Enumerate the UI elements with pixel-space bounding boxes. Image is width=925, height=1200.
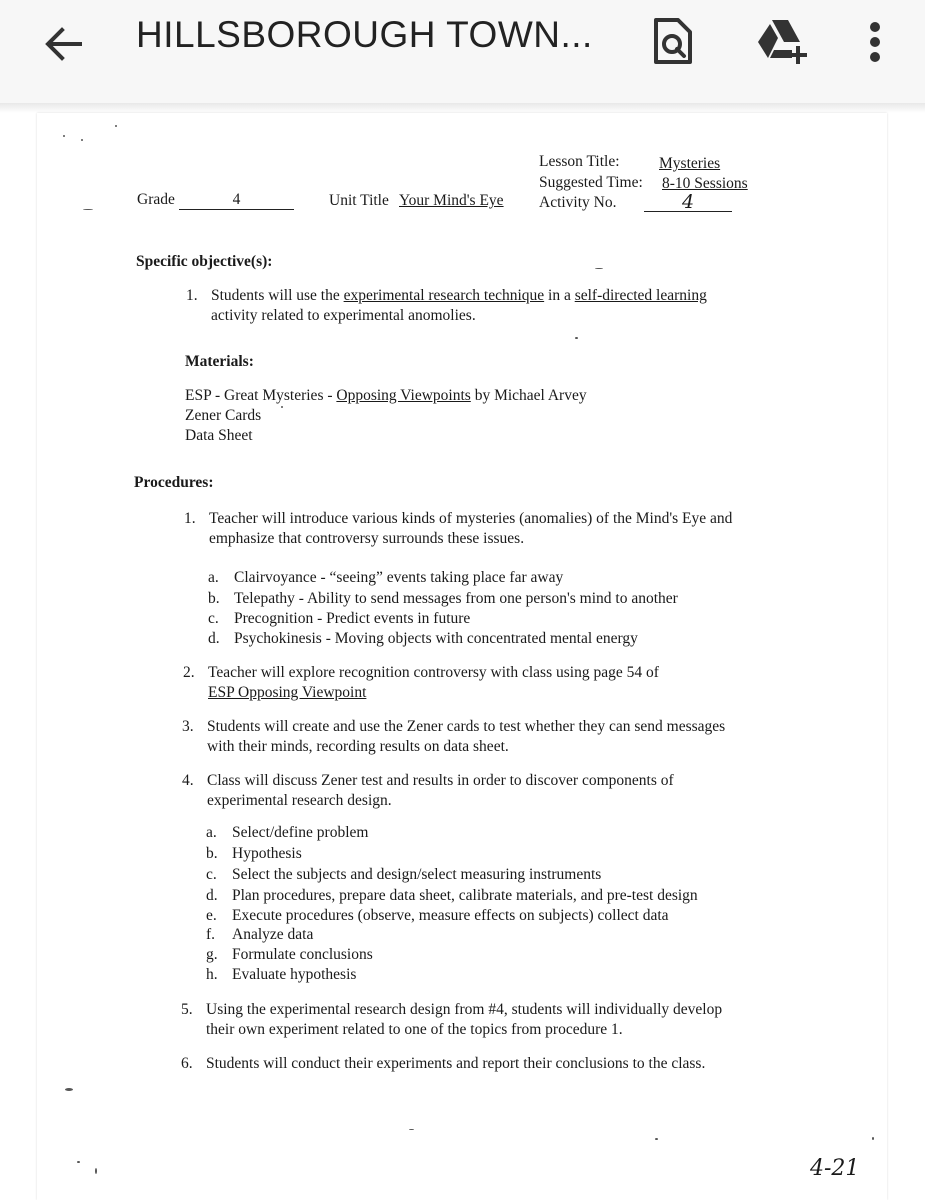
material-book-title: Opposing Viewpoints	[336, 387, 471, 404]
procedure-4-line1: Class will discuss Zener test and results in order to discover components of	[207, 772, 674, 789]
procedure-1-sub-item: Clairvoyance - “seeing” events taking place far away	[234, 569, 564, 586]
procedure-4-sub-item: Execute procedures (observe, measure effects on subjects) collect data	[232, 907, 669, 924]
procedure-6-num: 6.	[181, 1055, 193, 1072]
suggested-time-label: Suggested Time:	[539, 174, 643, 191]
objective-1-line1	[211, 287, 707, 305]
objective-1-underlined-term: experimental research technique	[343, 287, 545, 304]
more-options-button[interactable]	[862, 20, 888, 64]
procedure-4-line2: experimental research design.	[207, 792, 392, 809]
procedure-2-line2: ESP Opposing Viewpoint	[208, 684, 367, 701]
procedure-4-sub-item: Plan procedures, prepare data sheet, calibrate materials, and pre-test design	[232, 887, 698, 904]
document-title: HILLSBOROUGH TOWN...	[136, 14, 593, 55]
procedure-1-sub-item: Telepathy - Ability to send messages from one person's mind to another	[234, 590, 678, 607]
procedure-4-sub-item: Select/define problem	[232, 824, 369, 841]
material-text: by Michael Arvey	[470, 387, 587, 404]
procedure-4-sub-letter: d.	[206, 887, 218, 904]
scan-speck	[65, 1088, 73, 1091]
scan-speck	[95, 1168, 97, 1174]
objective-1-line2: activity related to experimental anomolies.	[211, 307, 476, 324]
procedure-1-sub-letter: b.	[208, 590, 220, 607]
scan-speck	[63, 135, 65, 137]
material-item: Zener Cards	[185, 407, 262, 424]
activity-field	[644, 193, 732, 213]
app-bar-shadow	[0, 103, 925, 113]
lesson-title-label: Lesson Title:	[539, 153, 620, 170]
scan-speck	[655, 1138, 658, 1140]
grade-label: Grade	[137, 191, 175, 208]
procedure-4-sub-item: Analyze data	[232, 926, 314, 943]
objective-1-num: 1.	[186, 287, 198, 304]
scan-speck	[872, 1137, 874, 1140]
lesson-title-value: Mysteries	[659, 155, 721, 172]
procedure-4-num: 4.	[182, 772, 194, 789]
page-number: 4-21	[810, 1156, 860, 1181]
procedure-1-num: 1.	[184, 510, 196, 527]
unit-title-value: Your Mind's Eye	[399, 192, 504, 209]
procedure-1-sub-item: Psychokinesis - Moving objects with concentrated mental energy	[234, 630, 638, 647]
grade-value: 4	[179, 191, 294, 210]
procedures-heading: Procedures:	[134, 474, 214, 491]
procedure-1-line2: emphasize that controversy surrounds these issues.	[209, 530, 525, 547]
back-button[interactable]	[40, 20, 88, 68]
procedure-6-line1: Students will conduct their experiments and report their conclusions to the class.	[206, 1055, 706, 1072]
add-to-drive-icon	[756, 18, 808, 66]
unit-title-label: Unit Title	[329, 192, 389, 209]
procedure-3-line2: with their minds, recording results on data sheet.	[207, 738, 509, 755]
procedure-1-sub-letter: c.	[208, 610, 219, 627]
activity-label: Activity No.	[539, 194, 617, 211]
scan-speck	[281, 406, 283, 408]
procedure-5-line2: their own experiment related to one of the topics from procedure 1.	[206, 1021, 623, 1038]
activity-value: 4	[644, 193, 732, 212]
grade-field	[179, 191, 294, 210]
scan-speck	[575, 337, 578, 339]
procedure-4-sub-letter: h.	[206, 966, 218, 983]
objective-1-text: in a	[544, 287, 575, 304]
materials-heading: Materials:	[185, 353, 254, 370]
procedure-2-num: 2.	[183, 664, 195, 681]
procedure-4-sub-item: Select the subjects and design/select measuring instruments	[232, 866, 602, 883]
scan-speck	[595, 268, 603, 269]
objective-1-underlined-term: self-directed learning	[574, 287, 707, 304]
procedure-1-sub-item: Precognition - Predict events in future	[234, 610, 471, 627]
add-to-drive-button[interactable]	[756, 18, 808, 66]
procedure-4-sub-letter: b.	[206, 845, 218, 862]
app-bar	[0, 0, 925, 104]
arrow-left-icon	[40, 20, 88, 68]
more-vert-icon	[862, 20, 888, 64]
procedure-1-line1: Teacher will introduce various kinds of mysteries (anomalies) of the Mind's Eye and	[209, 510, 733, 527]
procedure-4-sub-letter: e.	[206, 907, 217, 924]
procedure-4-sub-letter: c.	[206, 866, 217, 883]
scan-speck	[409, 1129, 414, 1130]
search-document-button[interactable]	[650, 16, 696, 66]
procedure-4-sub-letter: f.	[206, 926, 216, 943]
objective-1-text: Students will use the	[211, 287, 344, 304]
document-page	[37, 113, 887, 1200]
procedure-4-sub-item: Formulate conclusions	[232, 946, 373, 963]
scan-speck	[83, 209, 93, 210]
procedure-2-line1: Teacher will explore recognition controversy with class using page 54 of	[208, 664, 659, 681]
material-item: Data Sheet	[185, 427, 253, 444]
objectives-heading: Specific objective(s):	[136, 253, 273, 270]
procedure-4-sub-letter: g.	[206, 946, 218, 963]
procedure-5-line1: Using the experimental research design from #4, students will individually develop	[206, 1001, 723, 1018]
material-text: ESP - Great Mysteries -	[185, 387, 337, 404]
procedure-1-sub-letter: a.	[208, 569, 219, 586]
procedure-3-num: 3.	[182, 718, 194, 735]
scan-speck	[81, 139, 83, 141]
procedure-5-num: 5.	[181, 1001, 193, 1018]
procedure-4-sub-letter: a.	[206, 824, 217, 841]
procedure-4-sub-item: Hypothesis	[232, 845, 302, 862]
search-document-icon	[650, 16, 696, 66]
material-item	[185, 387, 587, 405]
procedure-4-sub-item: Evaluate hypothesis	[232, 966, 357, 983]
procedure-1-sub-letter: d.	[208, 630, 220, 647]
procedure-3-line1: Students will create and use the Zener cards to test whether they can send messages	[207, 718, 726, 735]
scan-speck	[77, 1161, 80, 1163]
suggested-time-value: 8-10 Sessions	[662, 175, 748, 192]
scan-speck	[115, 125, 117, 127]
